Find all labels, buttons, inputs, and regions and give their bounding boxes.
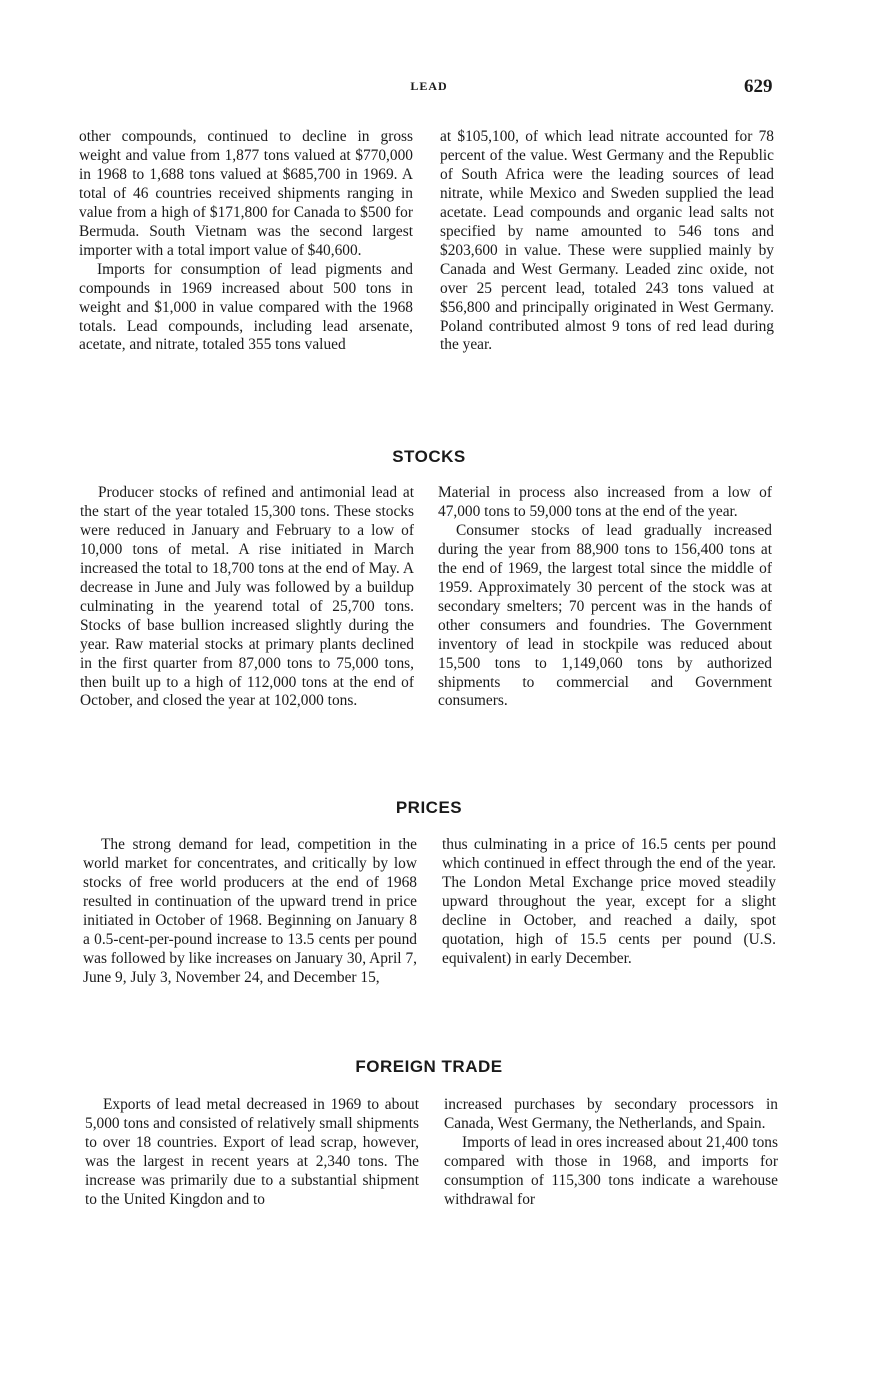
foreign-trade-right-paragraph-1: increased purchases by secondary processors in Canada, West Germany, the Netherlands, and Spain.: [444, 1096, 778, 1132]
prices-right-column: [442, 836, 776, 969]
intro-left-column: [79, 128, 413, 355]
prices-left-column: [83, 836, 417, 988]
foreign-trade-left-paragraph-1: Exports of lead metal decreased in 1969 to about 5,000 tons and consisted of relatively small shipments to over 18 countries. Export of lead scrap, however, was the largest in recent years at 2,340 tons. The increase was primarily due to a substantial shipment to the United Kingdon and to: [85, 1096, 419, 1208]
stocks-right-paragraph-1: Material in process also increased from a low of 47,000 tons to 59,000 tons at the end of the year.: [438, 484, 772, 520]
stocks-heading: STOCKS: [392, 447, 466, 466]
prices-right-paragraph-1: thus culminating in a price of 16.5 cents per pound which continued in effect through the end of the year. The London Metal Exchange price moved steadily upward throughout the year, except for a slight decline in October, and reached a daily, spot quotation, high of 15.5 cents per pound (U.S. equivalent) in early December.: [442, 836, 776, 967]
stocks-left-paragraph-1: Producer stocks of refined and antimonial lead at the start of the year totaled 15,300 tons. These stocks were reduced in January and February to a low of 10,000 tons of metal. A rise initiated in March increased the total to 18,700 tons at the end of May. A decrease in June and July was followed by a buildup culminating in the yearend total of 25,700 tons. Stocks of base bullion increased slightly during the year. Raw material stocks at primary plants declined in the first quarter from 87,000 tons to 75,000 tons, then built up to a high of 112,000 tons at the end of October, and closed the year at 102,000 tons.: [80, 484, 414, 710]
foreign-trade-heading: FOREIGN TRADE: [355, 1057, 503, 1076]
intro-left-paragraph-2: Imports for consumption of lead pigments and compounds in 1969 increased about 500 tons in weight and $1,000 in value compared with the 1968 totals. Lead compounds, including lead arsenate, acetate, and nitrate, totaled 355 tons valued: [79, 260, 413, 354]
prices-heading: PRICES: [395, 798, 463, 817]
stocks-right-paragraph-2: Consumer stocks of lead gradually increased during the year from 88,900 tons to 156,400 tons at the end of 1969, the largest total since the middle of 1959. Approximately 30 percent of the stock was at secondary smelters; 70 percent was in the hands of other consumers and foundries. The Government inventory of lead in stockpile was reduced about 15,500 tons to 1,149,060 tons by authorized shipments to commercial and Government consumers.: [438, 521, 772, 710]
stocks-right-column: [438, 484, 772, 711]
foreign-trade-left-column: [85, 1096, 419, 1210]
page-number: 629: [744, 76, 773, 97]
running-title: LEAD: [410, 79, 448, 93]
intro-right-column: [440, 128, 774, 355]
foreign-trade-right-paragraph-2: Imports of lead in ores increased about 21,400 tons compared with those in 1968, and imports for consumption of 115,300 tons indicate a warehouse withdrawal for: [444, 1133, 778, 1208]
running-head: [0, 76, 878, 98]
intro-right-paragraph-1: at $105,100, of which lead nitrate accounted for 78 percent of the value. West Germany and the Republic of South Africa were the leading sources of lead nitrate, while Mexico and Sweden supplied the lead acetate. Lead compounds and organic lead salts not specified by name amounted to 546 tons and $203,600 in value. These were supplied mainly by Canada and West Germany. Leaded zinc oxide, not over 25 percent lead, totaled 243 tons valued at $56,800 and principally originated in West Germany. Poland contributed almost 9 tons of red lead during the year.: [440, 128, 774, 354]
stocks-left-column: [80, 484, 414, 711]
prices-left-paragraph-1: The strong demand for lead, competition in the world market for concentrates, and critically by low stocks of free world producers at the end of 1968 resulted in continuation of the upward trend in price initiated in October of 1968. Beginning on January 8 a 0.5-cent-per-pound increase to 13.5 cents per pound was followed by like increases on January 30, April 7, June 9, July 3, November 24, and December 15,: [83, 836, 417, 986]
intro-left-paragraph-1: other compounds, continued to decline in gross weight and value from 1,877 tons valued at $770,000 in 1968 to 1,688 tons valued at $685,700 in 1969. A total of 46 countries received shipments ranging in value from a high of $171,800 for Canada to $500 for Bermuda. South Vietnam was the second largest importer with a total import value of $40,600.: [79, 128, 413, 259]
foreign-trade-right-column: [444, 1096, 778, 1210]
